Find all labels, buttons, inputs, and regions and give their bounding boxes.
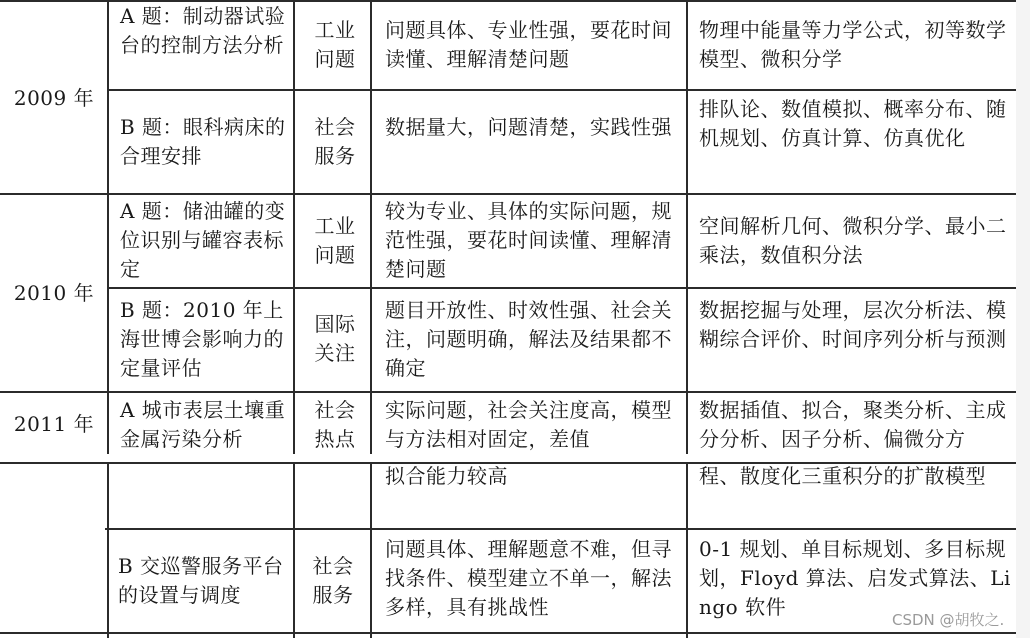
problem-methods: 0-1 规划、单目标规划、多目标规划，Floyd 算法、启发式算法、Lingo 软件 [699, 537, 1011, 619]
problem-title: B 交巡警服务平台的设置与调度 [118, 554, 284, 607]
col-divider [107, 0, 109, 638]
problem-features: 数据量大，问题清楚，实践性强 [385, 115, 672, 139]
problem-title: A 城市表层土壤重金属污染分析 [120, 398, 286, 451]
row-divider [108, 89, 1020, 91]
problem-features: 问题具体、专业性强，要花时间读懂、理解清楚问题 [385, 18, 672, 71]
problem-type: 工业问题 [314, 214, 356, 267]
problem-type: 工业问题 [314, 18, 356, 71]
problem-title: B 题：2010 年上海世博会影响力的定量评估 [120, 298, 284, 380]
row-divider [105, 528, 1020, 530]
problem-features: 题目开放性、时效性强、社会关注，问题明确，解法及结果都不确定 [385, 298, 672, 380]
problem-features: 问题具体、理解题意不难，但寻找条件、模型建立不单一，解法多样，具有挑战性 [385, 537, 672, 619]
page-break-gap [0, 454, 1030, 462]
row-divider [0, 632, 1020, 634]
problem-title: B 题：眼科病床的合理安排 [120, 115, 286, 168]
problem-methods: 数据插值、拟合，聚类分析、主成分分析、因子分析、偏微分方 [699, 398, 1007, 451]
problem-methods: 数据挖掘与处理，层次分析法、模糊综合评价、时间序列分析与预测 [699, 298, 1007, 351]
year-cell: 2009 年 [13, 86, 95, 110]
col-divider [370, 0, 372, 638]
col-divider [686, 0, 688, 638]
col-divider [293, 0, 295, 638]
problem-methods: 排队论、数值模拟、概率分布、随机规划、仿真计算、仿真优化 [699, 97, 1007, 150]
problem-type: 社会服务 [312, 554, 354, 607]
problem-features-continued: 拟合能力较高 [385, 464, 508, 488]
year-cell: 2011 年 [13, 412, 95, 436]
problem-type: 社会热点 [314, 398, 356, 451]
problem-title: A 题：储油罐的变位识别与罐容表标定 [120, 199, 286, 281]
problem-methods: 空间解析几何、微积分学、最小二乘法，数值积分法 [699, 214, 1007, 267]
problem-type: 社会服务 [314, 115, 356, 168]
problem-type: 国际关注 [314, 312, 356, 365]
problem-methods-continued: 程、散度化三重积分的扩散模型 [699, 464, 986, 488]
scrollbar-track[interactable] [1016, 0, 1030, 638]
problem-features: 实际问题，社会关注度高，模型与方法相对固定，差值 [385, 398, 672, 451]
problem-title: A 题：制动器试验台的控制方法分析 [120, 4, 286, 57]
row-divider [0, 391, 1020, 393]
problem-features: 较为专业、具体的实际问题，规范性强，要花时间读懂、理解清楚问题 [385, 199, 672, 281]
problem-methods: 物理中能量等力学公式，初等数学模型、微积分学 [699, 18, 1007, 71]
year-cell: 2010 年 [13, 281, 95, 305]
row-divider [108, 287, 1020, 289]
row-divider [0, 193, 1020, 195]
watermark: CSDN @胡牧之. [892, 611, 1005, 629]
